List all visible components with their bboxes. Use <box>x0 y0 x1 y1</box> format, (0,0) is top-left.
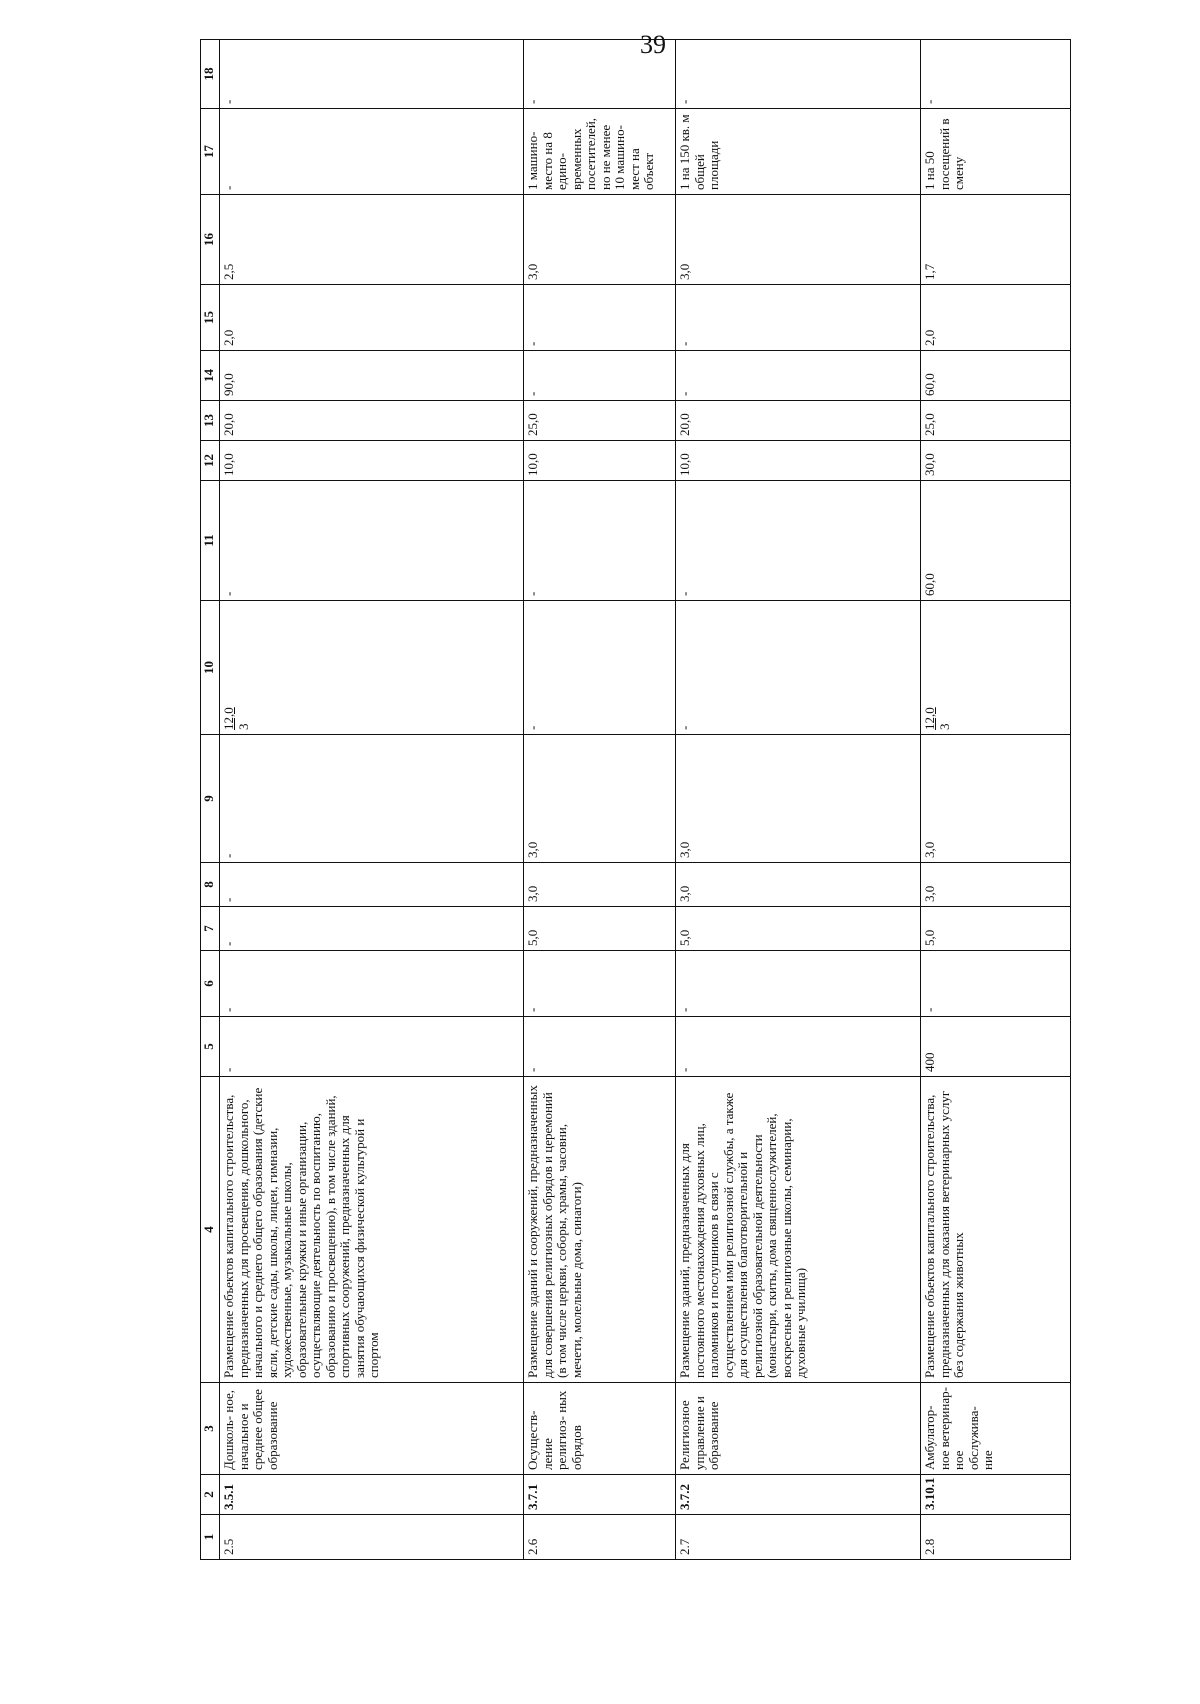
value-cell: 30,0 <box>921 441 1071 481</box>
parking-cell: 1 на 50 посещений в смену <box>921 109 1071 195</box>
header-cell: 16 <box>201 195 220 285</box>
value-cell: 3,0 <box>921 863 1071 907</box>
value-cell: 10,0 <box>676 441 921 481</box>
row-number: 2.7 <box>676 1515 921 1560</box>
value-cell: - <box>220 735 524 863</box>
use-name-cell: Амбулатор- ное ветеринар- ное обслужива- ние <box>921 1383 1071 1475</box>
value-cell: - <box>524 601 676 735</box>
header-cell: 18 <box>201 40 220 109</box>
value-cell: 5,0 <box>524 907 676 951</box>
value-cell: - <box>921 951 1071 1017</box>
header-cell: 15 <box>201 285 220 351</box>
value-cell: 2,0 <box>921 285 1071 351</box>
header-cell: 6 <box>201 951 220 1017</box>
value-cell: - <box>220 1017 524 1077</box>
fraction-cell <box>921 601 1071 735</box>
use-name-cell: Религиозное управление и образование <box>676 1383 921 1475</box>
value-cell: 5,0 <box>676 907 921 951</box>
value-cell: 25,0 <box>921 401 1071 441</box>
table-row <box>524 40 676 1560</box>
code-cell: 3.10.1 <box>921 1475 1071 1515</box>
value-cell: - <box>676 601 921 735</box>
fraction <box>222 707 251 730</box>
value-cell: - <box>676 1017 921 1077</box>
description-cell: Размещение зданий, предназначенных для постоянного местонахождения духовных лиц, паломников и послушников в связи с осуществлением ими религиозной службы, а также для осуществления благотворительной и религиозной образовательной деятельности (монастыри, скиты, дома священнослужителей, воскресные и религиозные школы, семинарии, духовные училища) <box>676 1077 921 1383</box>
value-cell: 3,0 <box>524 195 676 285</box>
header-cell: 13 <box>201 401 220 441</box>
row-number: 2.5 <box>220 1515 524 1560</box>
value-cell: 25,0 <box>524 401 676 441</box>
header-cell: 12 <box>201 441 220 481</box>
fraction-cell <box>220 601 524 735</box>
description-cell: Размещение объектов капитального строительства, предназначенных для просвещения, дошкольного, начального и среднего общего образования (детские ясли, детские сады, школы, лицеи, гимназии, художественные, музыкальные школы, образовательные кружки и иные организации, осуществляющие деятельность по воспитанию, образованию и просвещению), в том числе зданий, спортивных сооружений, предназначенных для занятия обучающихся физической культурой и спортом <box>220 1077 524 1383</box>
value-cell: 2,5 <box>220 195 524 285</box>
value-cell: - <box>220 951 524 1017</box>
fraction-numerator: 12,0 <box>221 707 236 730</box>
header-cell: 9 <box>201 735 220 863</box>
header-cell: 5 <box>201 1017 220 1077</box>
description-cell: Размещение зданий и сооружений, предназначенных для совершения религиозных обрядов и церемоний (в том числе церкви, соборы, храмы, часовни, мечети, молельные дома, синагоги) <box>524 1077 676 1383</box>
value-cell: 1,7 <box>921 195 1071 285</box>
fraction-denominator: 3 <box>936 723 952 730</box>
page-number: 39 <box>640 30 666 59</box>
value-cell: 10,0 <box>524 441 676 481</box>
row-number: 2.8 <box>921 1515 1071 1560</box>
parking-cell: 1 на 150 кв. м общей площади <box>676 109 921 195</box>
value-cell: - <box>524 951 676 1017</box>
header-cell: 7 <box>201 907 220 951</box>
fraction-denominator: 3 <box>235 723 251 730</box>
header-cell: 8 <box>201 863 220 907</box>
parking-cell: 1 машино- место на 8 едино- временных посетителей, но не менее 10 машино- мест на объект <box>524 109 676 195</box>
value-cell: - <box>524 285 676 351</box>
header-cell: 4 <box>201 1077 220 1383</box>
table-row <box>220 40 524 1560</box>
value-cell: 20,0 <box>676 401 921 441</box>
value-cell: - <box>524 1017 676 1077</box>
value-cell: 3,0 <box>524 863 676 907</box>
use-name-cell: Осуществ- ление религиоз- ных обрядов <box>524 1383 676 1475</box>
value-cell: 3,0 <box>676 195 921 285</box>
table-row <box>921 40 1071 1560</box>
header-cell: 3 <box>201 1383 220 1475</box>
header-cell: 17 <box>201 109 220 195</box>
header-cell: 2 <box>201 1475 220 1515</box>
value-cell: - <box>676 951 921 1017</box>
value-cell: - <box>220 40 524 109</box>
code-cell: 3.5.1 <box>220 1475 524 1515</box>
value-cell: 3,0 <box>676 863 921 907</box>
value-cell: - <box>676 40 921 109</box>
value-cell: 3,0 <box>524 735 676 863</box>
value-cell: 5,0 <box>921 907 1071 951</box>
regulations-table <box>200 39 1071 1560</box>
rotated-table-container <box>200 67 1080 1560</box>
code-cell: 3.7.2 <box>676 1475 921 1515</box>
value-cell: 90,0 <box>220 351 524 401</box>
row-number: 2.6 <box>524 1515 676 1560</box>
value-cell: - <box>220 481 524 601</box>
header-cell: 14 <box>201 351 220 401</box>
header-cell: 1 <box>201 1515 220 1560</box>
value-cell: 400 <box>921 1017 1071 1077</box>
value-cell: 20,0 <box>220 401 524 441</box>
value-cell: - <box>220 863 524 907</box>
fraction-numerator: 12,0 <box>922 707 937 730</box>
value-cell: 2,0 <box>220 285 524 351</box>
use-name-cell: Дошколь- ное, начальное и среднее общее образование <box>220 1383 524 1475</box>
value-cell: - <box>921 40 1071 109</box>
value-cell: - <box>524 481 676 601</box>
table-row <box>676 40 921 1560</box>
value-cell: - <box>220 907 524 951</box>
table-viewport <box>200 67 1080 1560</box>
header-cell: 11 <box>201 481 220 601</box>
description-cell: Размещение объектов капитального строительства, предназначенных для оказания ветеринарных услуг без содержания животных <box>921 1077 1071 1383</box>
value-cell: 3,0 <box>676 735 921 863</box>
parking-cell: - <box>220 109 524 195</box>
code-cell: 3.7.1 <box>524 1475 676 1515</box>
value-cell: - <box>676 481 921 601</box>
value-cell: - <box>524 351 676 401</box>
value-cell: 60,0 <box>921 351 1071 401</box>
fraction <box>923 707 952 730</box>
value-cell: - <box>524 40 676 109</box>
column-number-row <box>201 40 220 1560</box>
value-cell: - <box>676 285 921 351</box>
value-cell: 10,0 <box>220 441 524 481</box>
value-cell: - <box>676 351 921 401</box>
value-cell: 3,0 <box>921 735 1071 863</box>
header-cell: 10 <box>201 601 220 735</box>
value-cell: 60,0 <box>921 481 1071 601</box>
